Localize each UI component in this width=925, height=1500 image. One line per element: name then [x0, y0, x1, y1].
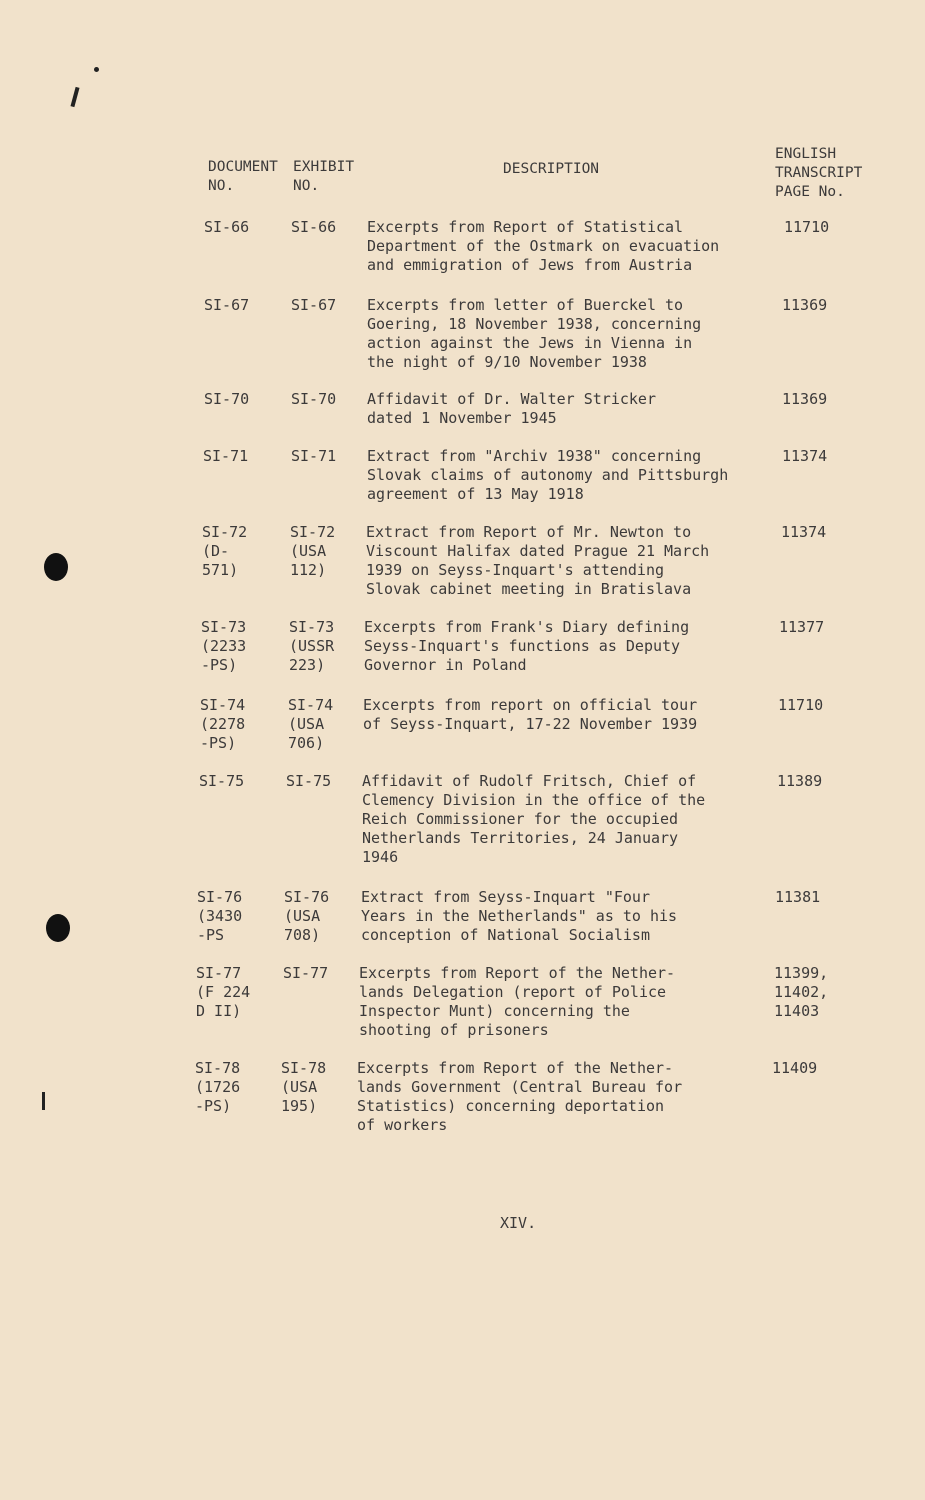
description: Excerpts from Report of the Nether- lands Government (Central Bureau for Statistics) concerning deportation of workers — [357, 1059, 683, 1134]
exhibit-no: SI-67 — [291, 296, 337, 314]
transcript-page: 11374 — [781, 523, 827, 541]
transcript-page: 11389 — [777, 772, 823, 790]
ink-mark — [42, 1092, 45, 1110]
header-page-no: ENGLISH TRANSCRIPT PAGE No. — [775, 146, 863, 200]
punch-hole-bottom — [46, 914, 70, 942]
exhibit-no: SI-77 — [283, 964, 329, 982]
document-no: SI-70 — [204, 390, 250, 408]
punch-hole-top — [44, 553, 68, 581]
page-number: XIV. — [500, 1214, 537, 1232]
header-exhibit-no: EXHIBIT NO. — [293, 159, 355, 194]
header-document-no: DOCUMENT NO. — [208, 159, 278, 194]
description: Extract from Seyss-Inquart "Four Years in the Netherlands" as to his conception of National Socialism — [361, 888, 678, 944]
ink-dot — [94, 67, 99, 72]
transcript-page: 11409 — [772, 1059, 818, 1077]
description: Excerpts from Report of the Nether- lands Delegation (report of Police Inspector Munt) concerning the shooting of prisoners — [359, 964, 676, 1039]
exhibit-no: SI-76 (USA 708) — [284, 888, 330, 944]
document-no: SI-74 (2278 -PS) — [200, 696, 246, 752]
description: Excerpts from Frank's Diary defining Seyss-Inquart's functions as Deputy Governor in Poland — [364, 618, 690, 674]
document-no: SI-73 (2233 -PS) — [201, 618, 247, 674]
exhibit-no: SI-74 (USA 706) — [288, 696, 334, 752]
document-no: SI-77 (F 224 D II) — [196, 964, 251, 1020]
document-no: SI-66 — [204, 218, 250, 236]
header-description: DESCRIPTION — [503, 161, 600, 177]
transcript-page: 11369 — [782, 390, 828, 408]
transcript-page: 11377 — [779, 618, 825, 636]
exhibit-no: SI-78 (USA 195) — [281, 1059, 327, 1115]
description: Affidavit of Rudolf Fritsch, Chief of Clemency Division in the office of the Reich Commissioner for the occupied Netherlands Territories, 24 January 1946 — [362, 772, 706, 866]
document-no: SI-78 (1726 -PS) — [195, 1059, 241, 1115]
exhibit-no: SI-71 — [291, 447, 337, 465]
transcript-page: 11381 — [775, 888, 821, 906]
description: Excerpts from report on official tour of Seyss-Inquart, 17-22 November 1939 — [363, 696, 698, 733]
document-no: SI-67 — [204, 296, 250, 314]
document-no: SI-72 (D- 571) — [202, 523, 248, 579]
document-no: SI-76 (3430 -PS — [197, 888, 243, 944]
exhibit-no: SI-72 (USA 112) — [290, 523, 336, 579]
description: Extract from "Archiv 1938" concerning Slovak claims of autonomy and Pittsburgh agreement of 13 May 1918 — [367, 447, 729, 503]
description: Excerpts from Report of Statistical Department of the Ostmark on evacuation and emmigration of Jews from Austria — [367, 218, 720, 274]
exhibit-no: SI-70 — [291, 390, 337, 408]
ink-mark — [70, 87, 79, 107]
description: Extract from Report of Mr. Newton to Viscount Halifax dated Prague 21 March 1939 on Seyss-Inquart's attending Slovak cabinet meeting in Bratislava — [366, 523, 710, 598]
document-no: SI-75 — [199, 772, 245, 790]
description: Affidavit of Dr. Walter Stricker dated 1 November 1945 — [367, 390, 656, 427]
exhibit-no: SI-66 — [291, 218, 337, 236]
exhibit-no: SI-73 (USSR 223) — [289, 618, 335, 674]
exhibit-no: SI-75 — [286, 772, 332, 790]
description: Excerpts from letter of Buerckel to Goering, 18 November 1938, concerning action against the Jews in Vienna in the night of 9/10 November 1938 — [367, 296, 702, 371]
transcript-page: 11374 — [782, 447, 828, 465]
transcript-page: 11369 — [782, 296, 828, 314]
transcript-page: 11710 — [784, 218, 830, 236]
document-no: SI-71 — [203, 447, 249, 465]
transcript-page: 11399, 11402, 11403 — [774, 964, 829, 1020]
transcript-page: 11710 — [778, 696, 824, 714]
